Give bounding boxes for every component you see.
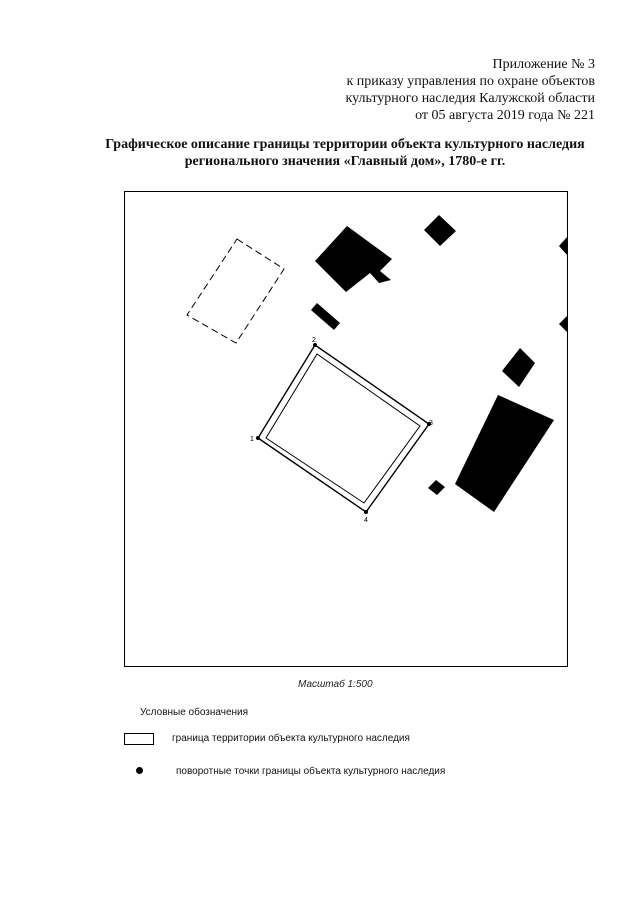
building-l-shape (315, 226, 392, 292)
appendix-number: Приложение № 3 (492, 57, 595, 72)
heritage-boundary-inner (266, 354, 420, 503)
building-medium (502, 348, 535, 387)
legend-label-boundary: граница территории объекта культурного наследия (172, 733, 410, 744)
appendix-header (265, 56, 595, 124)
building-edge-middle (559, 315, 568, 333)
appendix-date: от 05 августа 2019 года № 221 (415, 108, 595, 123)
appendix-order-ref: к приказу управления по охране объектов (346, 74, 595, 89)
legend-label-turning-points: поворотные точки границы объекта культурного наследия (176, 766, 446, 777)
building-edge-top (559, 236, 568, 256)
boundary-swatch-icon (124, 733, 154, 745)
boundary-map (124, 191, 568, 667)
turning-point-label-2: 2 (312, 337, 316, 344)
document-title (90, 136, 600, 170)
turning-point-4 (364, 510, 368, 514)
turning-point-dot-icon (136, 767, 143, 774)
turning-point-1 (256, 436, 260, 440)
heritage-boundary-outer (258, 345, 429, 512)
turning-point-label-4: 4 (364, 517, 368, 524)
scale-label: Масштаб 1:500 (298, 679, 373, 690)
legend-heading: Условные обозначения (140, 707, 249, 718)
title-line-2: регионального значения «Главный дом», 1780-е гг. (184, 154, 506, 169)
building-narrow-strip (311, 303, 340, 330)
building-small-square (424, 215, 456, 246)
appendix-region: культурного наследия Калужской области (345, 91, 595, 106)
dashed-structure-outline (187, 239, 284, 343)
title-line-1: Графическое описание границы территории объекта культурного наследия (105, 137, 585, 152)
turning-point-label-1: 1 (250, 436, 254, 443)
building-large (455, 395, 554, 512)
building-tiny (428, 480, 445, 495)
turning-point-label-3: 3 (429, 420, 433, 427)
